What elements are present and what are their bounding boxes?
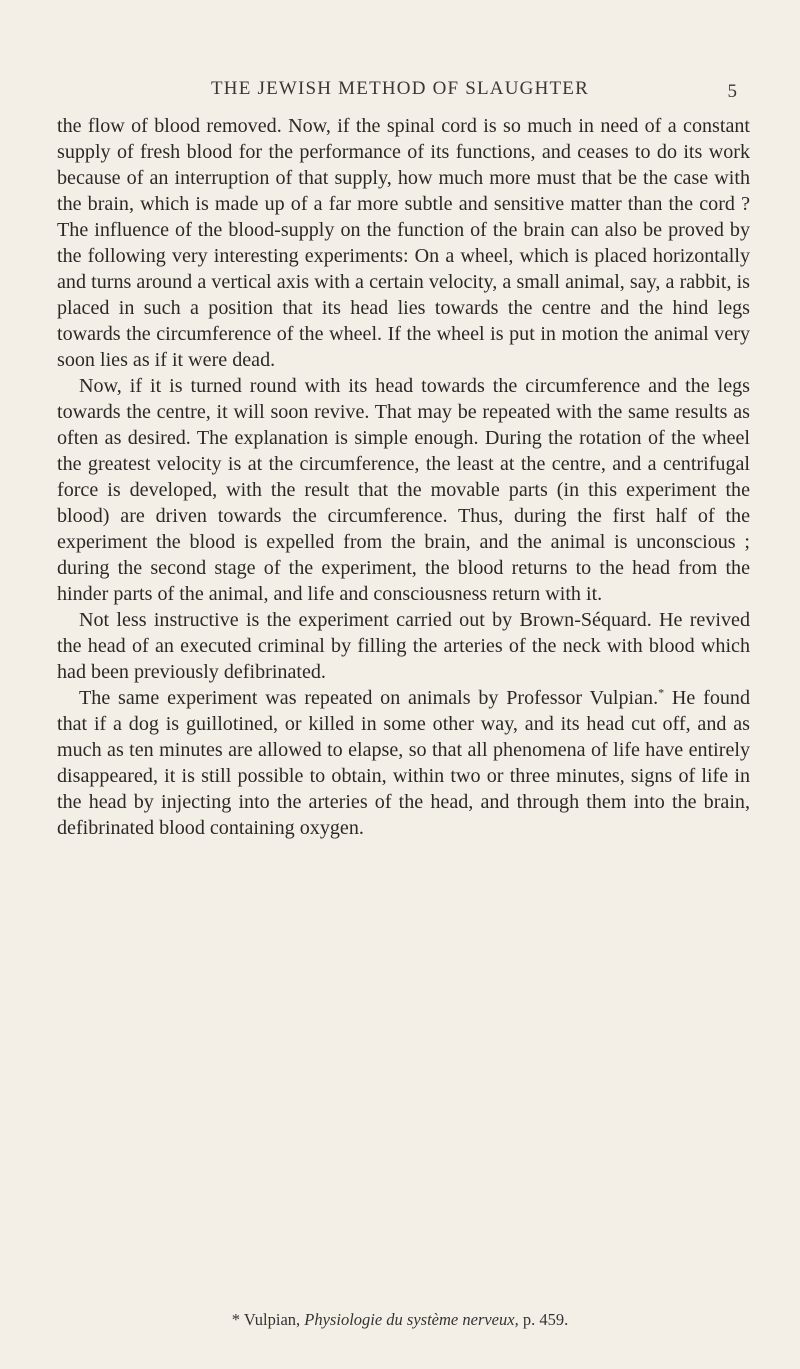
running-title: THE JEWISH METHOD OF SLAUGHTER [211,78,589,99]
running-head [0,78,800,108]
page-number: 5 [727,81,737,102]
footnote-author: Vulpian, [243,1310,301,1329]
paragraph-4-start: The same experiment was repeated on animals by Professor Vulpian. [79,687,659,709]
footnote-page: p. 459. [522,1310,569,1329]
footnote-title: Physiologie du système nerveux, [304,1310,519,1329]
paragraph-4-end: He found that if a dog is guillotined, or killed in some other way, and its head cut off, and as much as ten minutes are allowed to elapse, so that all phenomena of life have entirely disappeared, it is still possible to obtain, within two or three minutes, signs of life in the head by injecting into the arteries of the head, and through them into the brain, defibrinated blood containing oxygen. [57,687,751,839]
footnote-reference: * [658,685,665,700]
paragraph-4 [57,685,750,841]
footnote-marker: * [231,1310,241,1329]
paragraph-3: Not less instructive is the experiment carried out by Brown-Séquard. He revived the head of an executed criminal by filling the arteries of the neck with blood which had been previously defibrinated. [57,609,750,683]
footnote [0,1310,800,1330]
paragraph-2: Now, if it is turned round with its head towards the circumference and the legs towards the centre, it will soon revive. That may be repeated with the same results as often as desired. The explanation is simple enough. During the rotation of the wheel the greatest velocity is at the circumference, the least at the centre, and a centrifugal force is developed, with the result that the movable parts (in this experiment the blood) are driven towards the circumference. Thus, during the first half of the experiment the blood is expelled from the brain, and the animal is unconscious ; during the second stage of the experiment, the blood returns to the head from the hinder parts of the animal, and life and consciousness return with it. [57,375,750,605]
body-text [57,113,750,841]
paragraph-1: the flow of blood removed. Now, if the spinal cord is so much in need of a constant supply of fresh blood for the performance of its functions, and ceases to do its work because of an interruption of that supply, how much more must that be the case with the brain, which is made up of a far more subtle and sensitive matter than the cord ? The influence of the blood-supply on the function of the brain can also be proved by the following very interesting experiments: On a wheel, which is placed horizontally and turns around a vertical axis with a certain velocity, a small animal, say, a rabbit, is placed in such a position that its head lies towards the centre and the hind legs towards the circumference of the wheel. If the wheel is put in motion the animal very soon lies as if it were dead. [57,115,750,371]
